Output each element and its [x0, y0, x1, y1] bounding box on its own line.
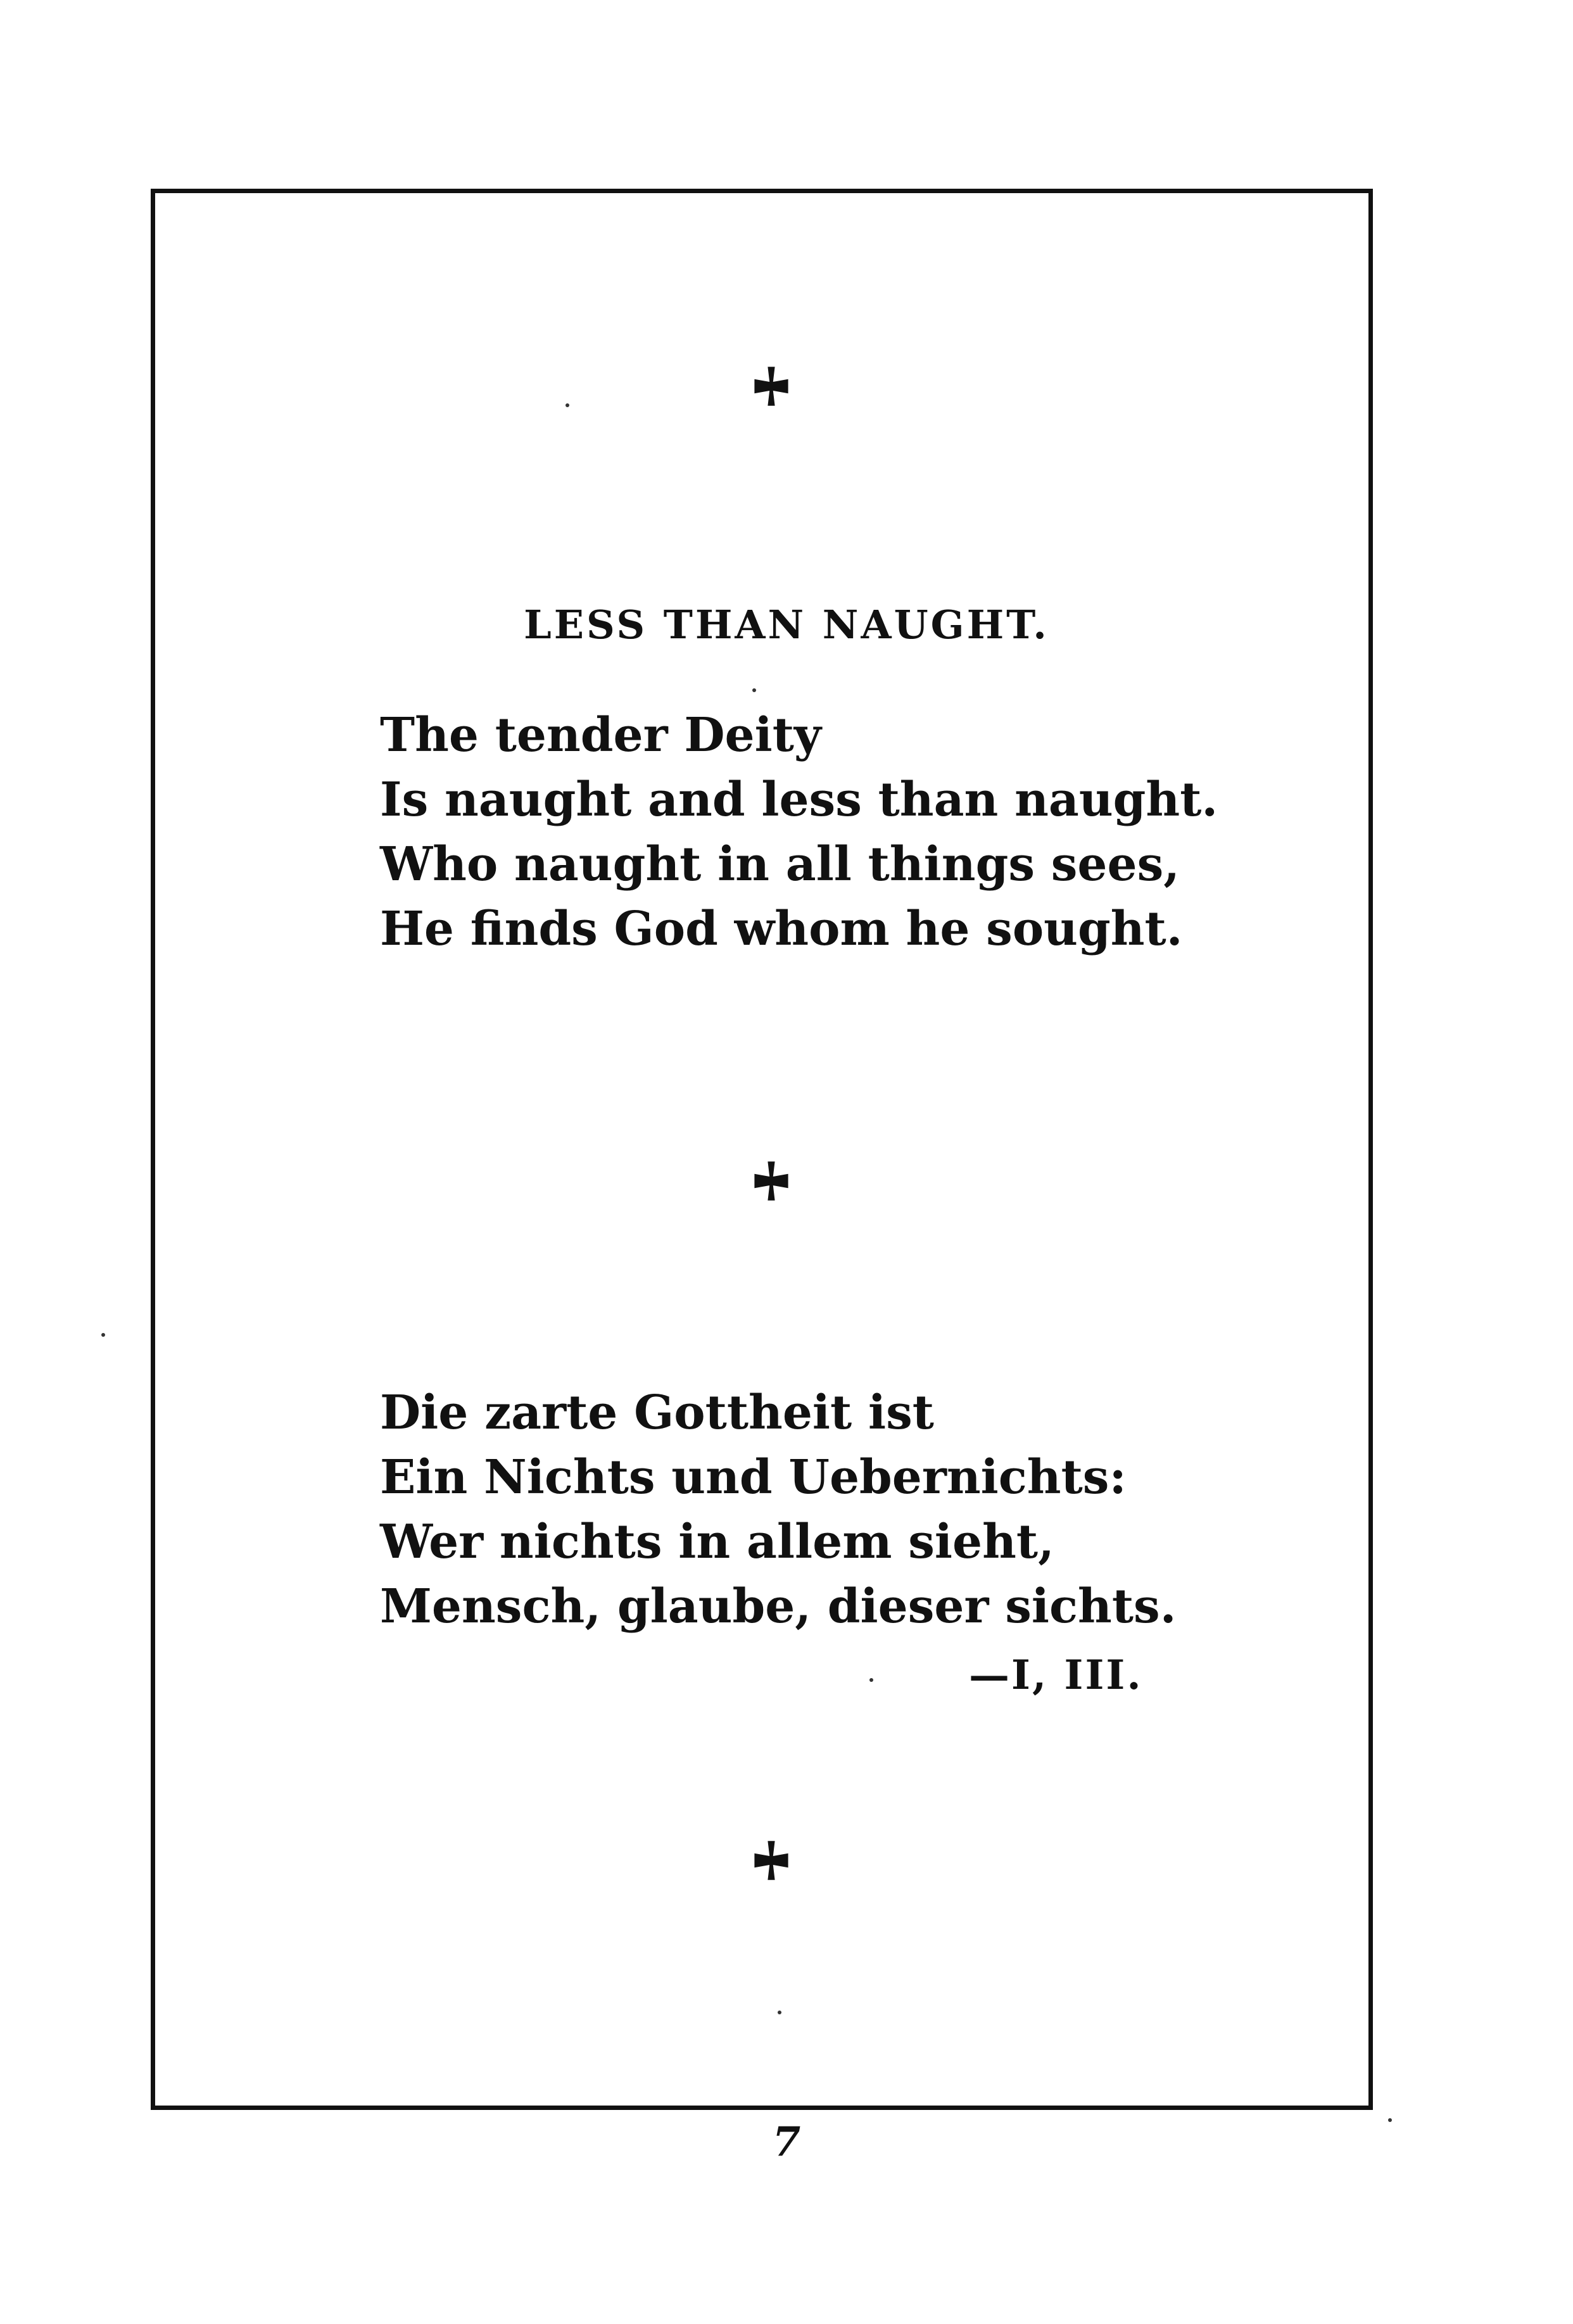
- page-number: 7: [772, 2118, 801, 2166]
- scan-speck: [752, 688, 756, 692]
- scan-speck: [101, 1333, 105, 1337]
- cross-pattee-icon: [749, 1838, 793, 1883]
- cross-pattee-icon: [749, 1159, 793, 1203]
- stanza-line: Who naught in all things sees,: [380, 837, 1180, 892]
- stanza-line: Die zarte Gottheit ist: [380, 1386, 934, 1440]
- stanza-line: Is naught and less than naught.: [380, 773, 1218, 827]
- stanza-line: The tender Deity: [380, 708, 821, 762]
- scan-speck: [869, 1678, 873, 1682]
- scan-speck: [778, 2011, 781, 2014]
- cross-pattee-icon: [749, 364, 793, 408]
- page-border-frame: [151, 189, 1373, 2110]
- german-stanza: [380, 1380, 1176, 1639]
- stanza-line: Wer nichts in allem sieht,: [380, 1515, 1054, 1569]
- scan-speck: [565, 403, 569, 407]
- scan-speck: [1388, 2118, 1392, 2122]
- english-stanza: [380, 703, 1218, 961]
- verse-reference: —I, III.: [969, 1651, 1143, 1699]
- stanza-line: He finds God whom he sought.: [380, 902, 1183, 956]
- stanza-line: Mensch, glaube, dieser sichts.: [380, 1579, 1177, 1634]
- poem-title: LESS THAN NAUGHT.: [524, 602, 1049, 648]
- stanza-line: Ein Nichts und Uebernichts:: [380, 1450, 1127, 1505]
